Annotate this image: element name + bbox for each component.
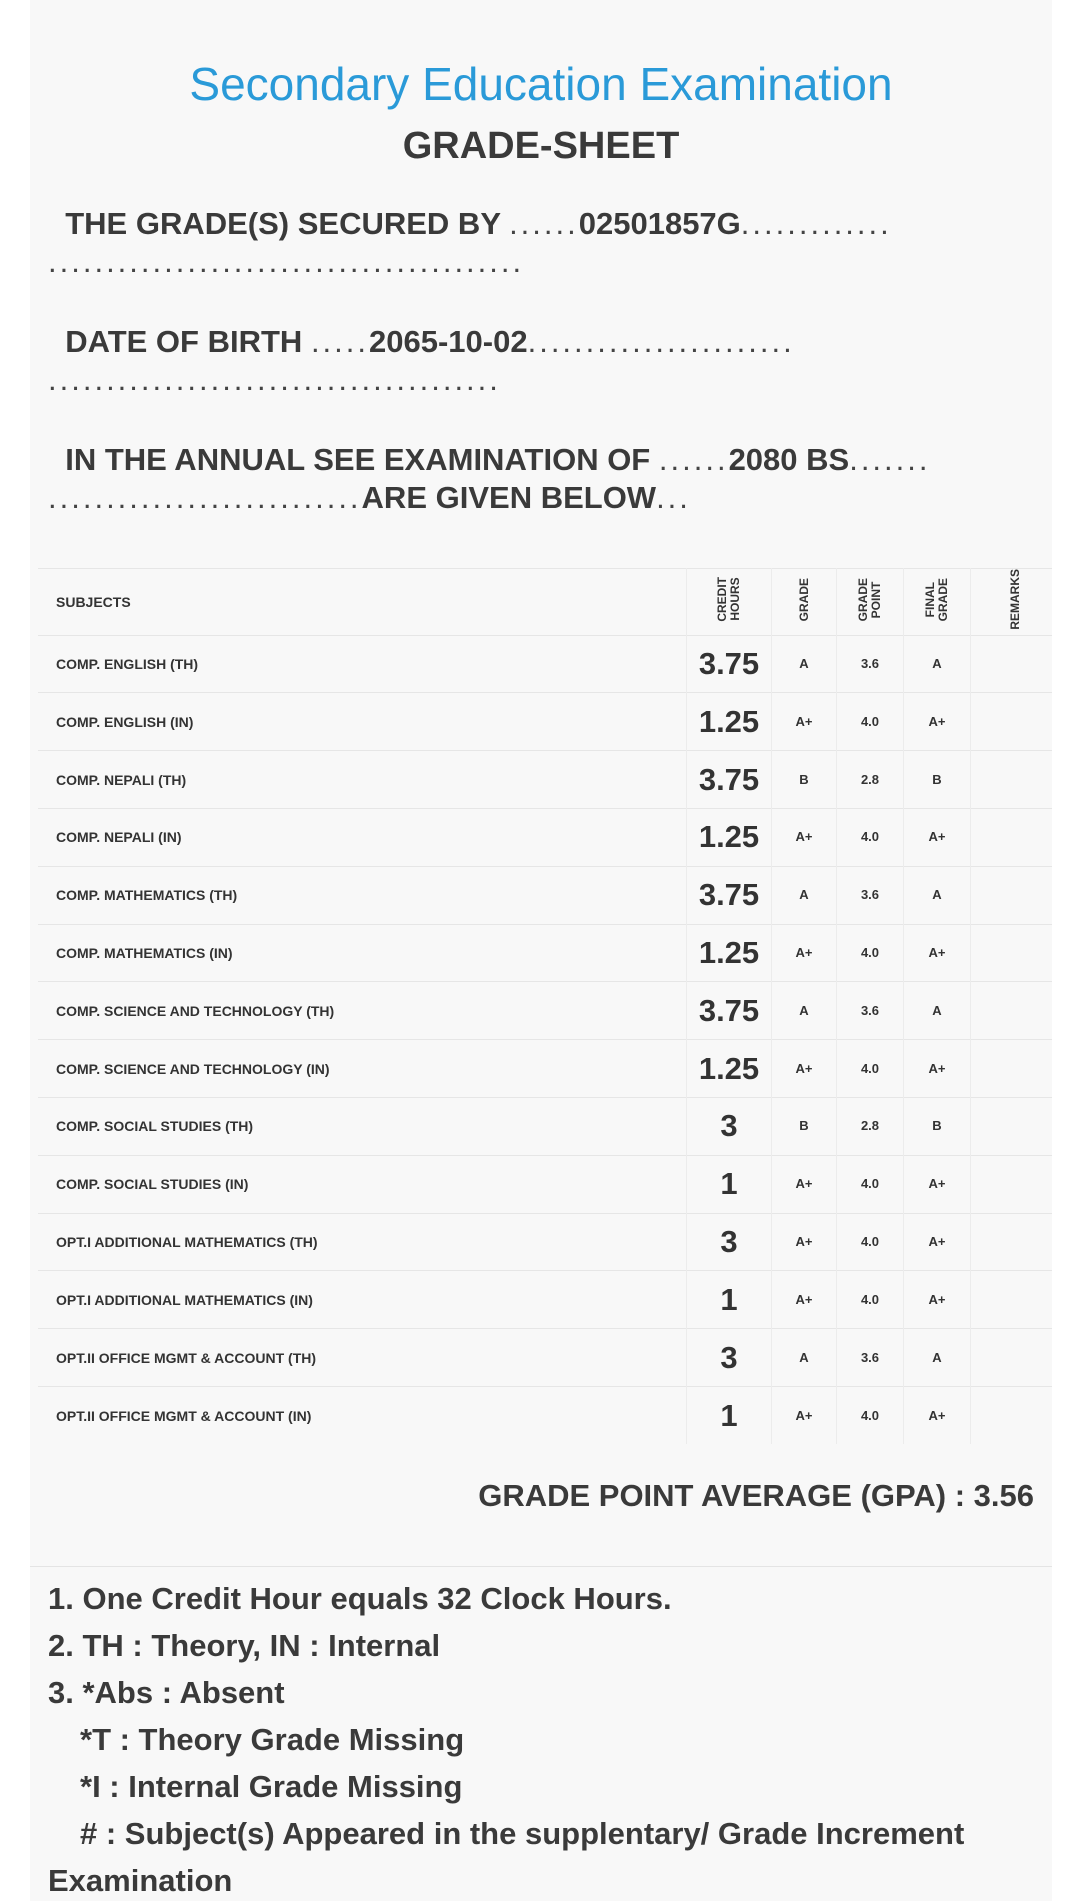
grade-cell: A [799, 887, 809, 903]
subject-cell: COMP. ENGLISH (IN) [56, 713, 194, 730]
grade-point-cell: 4.0 [860, 1060, 880, 1076]
exam-line: IN THE ANNUAL SEE EXAMINATION OF ......2080 BS....... ...........................ARE GIVEN BELOW... [48, 442, 931, 515]
grades-table [38, 568, 1060, 1444]
grade-point-cell: 4.0 [860, 1291, 880, 1307]
grade-cell: A+ [795, 1407, 813, 1423]
header-final-grade: FINAL GRADE [923, 577, 950, 621]
header-credit-hours: CREDIT HOURS [715, 577, 742, 622]
subject-cell: OPT.II OFFICE MGMT & ACCOUNT (TH) [56, 1349, 317, 1366]
grade-cell: A+ [795, 713, 813, 729]
table-row [38, 866, 1060, 924]
date-of-birth: 2065-10-02 [369, 324, 528, 359]
subject-cell: OPT.I ADDITIONAL MATHEMATICS (IN) [56, 1291, 313, 1308]
notes [48, 1575, 1048, 1904]
grade-cell: A+ [795, 1291, 813, 1307]
table-row [38, 924, 1060, 982]
grade-point-cell: 3.6 [860, 887, 880, 903]
final-grade-cell: A+ [928, 1176, 946, 1192]
subject-cell: COMP. SCIENCE AND TECHNOLOGY (TH) [56, 1002, 335, 1019]
grade-cell: B [799, 1118, 809, 1134]
gpa-line [478, 1478, 1034, 1514]
table-row [38, 809, 1060, 867]
table-row [38, 1155, 1060, 1213]
table-row [38, 1213, 1060, 1271]
credit-hours-cell: 1.25 [698, 935, 760, 971]
final-grade-cell: A [932, 887, 942, 903]
subject-cell: OPT.II OFFICE MGMT & ACCOUNT (IN) [56, 1407, 312, 1424]
credit-hours-cell: 3 [720, 1108, 738, 1144]
subject-cell: COMP. SOCIAL STUDIES (TH) [56, 1118, 254, 1135]
grade-point-cell: 4.0 [860, 1176, 880, 1192]
note-item: *T : Theory Grade Missing [80, 1722, 465, 1757]
given-below: ARE GIVEN BELOW [361, 480, 657, 515]
credit-hours-cell: 3.75 [698, 992, 760, 1028]
grade-point-cell: 4.0 [860, 945, 880, 961]
grade-point-cell: 4.0 [860, 1407, 880, 1423]
final-grade-cell: A [932, 656, 942, 672]
final-grade-cell: A [932, 1002, 942, 1018]
subject-cell: OPT.I ADDITIONAL MATHEMATICS (TH) [56, 1234, 318, 1251]
grade-rows [38, 635, 1060, 1444]
header-grade-point: GRADE POINT [856, 577, 883, 621]
subject-cell: COMP. MATHEMATICS (IN) [56, 945, 233, 962]
grade-point-cell: 3.6 [860, 1002, 880, 1018]
secured-by-line: THE GRADE(S) SECURED BY ......02501857G............. ......................................... [48, 206, 892, 279]
grade-point-cell: 3.6 [860, 1349, 880, 1365]
credit-hours-cell: 1 [720, 1281, 738, 1317]
note-item: 1. One Credit Hour equals 32 Clock Hours. [48, 1581, 672, 1616]
grade-cell: A+ [795, 945, 813, 961]
note-item: 2. TH : Theory, IN : Internal [48, 1628, 441, 1663]
final-grade-cell: A [932, 1349, 942, 1365]
grade-point-cell: 4.0 [860, 713, 880, 729]
table-row [38, 1098, 1060, 1156]
table-row [38, 1040, 1060, 1098]
note-item: Examination [48, 1863, 233, 1898]
table-row [38, 693, 1060, 751]
secured-by-label: THE GRADE(S) SECURED BY [65, 206, 501, 241]
gpa-value: 3.56 [973, 1478, 1034, 1513]
subject-cell: COMP. ENGLISH (TH) [56, 656, 199, 673]
subject-cell: COMP. MATHEMATICS (TH) [56, 887, 238, 904]
exam-year: 2080 BS [728, 442, 850, 477]
dob-line: DATE OF BIRTH .....2065-10-02....................... ....................................... [48, 324, 795, 397]
note-item: *I : Internal Grade Missing [80, 1769, 463, 1804]
table-header-row [38, 569, 1060, 636]
final-grade-cell: A+ [928, 713, 946, 729]
table-row [38, 751, 1060, 809]
final-grade-cell: A+ [928, 1060, 946, 1076]
subject-cell: COMP. SCIENCE AND TECHNOLOGY (IN) [56, 1060, 330, 1077]
final-grade-cell: A+ [928, 1407, 946, 1423]
credit-hours-cell: 1.25 [698, 1050, 760, 1086]
credit-hours-cell: 1.25 [698, 703, 760, 739]
page-margin [1052, 0, 1081, 1901]
symbol-number: 02501857G [578, 206, 741, 241]
subject-cell: COMP. NEPALI (IN) [56, 829, 182, 846]
grade-sheet [30, 0, 1052, 1901]
credit-hours-cell: 1.25 [698, 819, 760, 855]
grade-cell: A [799, 656, 809, 672]
header-remarks: REMARKS [1007, 569, 1022, 630]
grade-cell: A [799, 1349, 809, 1365]
credit-hours-cell: 3 [720, 1224, 738, 1260]
table-row [38, 1387, 1060, 1445]
grade-point-cell: 3.6 [860, 656, 880, 672]
exam-title: Secondary Education Examination [189, 58, 893, 110]
grade-point-cell: 4.0 [860, 829, 880, 845]
header-subjects: SUBJECTS [38, 569, 687, 636]
note-item: # : Subject(s) Appeared in the supplentary/ Grade Increment [80, 1816, 965, 1851]
credit-hours-cell: 3 [720, 1339, 738, 1375]
subject-cell: COMP. SOCIAL STUDIES (IN) [56, 1176, 249, 1193]
grade-cell: A+ [795, 1234, 813, 1250]
table-row [38, 1329, 1060, 1387]
grade-cell: A+ [795, 1060, 813, 1076]
grade-cell: A+ [795, 1176, 813, 1192]
sheet-subtitle: GRADE-SHEET [402, 125, 680, 167]
dob-label: DATE OF BIRTH [65, 324, 303, 359]
credit-hours-cell: 1 [720, 1397, 738, 1433]
header-grade: GRADE [796, 577, 811, 621]
credit-hours-cell: 3.75 [698, 877, 760, 913]
final-grade-cell: A+ [928, 1234, 946, 1250]
table-row [38, 1271, 1060, 1329]
note-item: 3. *Abs : Absent [48, 1675, 285, 1710]
grade-point-cell: 2.8 [860, 771, 880, 787]
subject-cell: COMP. NEPALI (TH) [56, 771, 187, 788]
exam-label: IN THE ANNUAL SEE EXAMINATION OF [65, 442, 651, 477]
final-grade-cell: B [932, 771, 942, 787]
table-row [38, 982, 1060, 1040]
grade-cell: A [799, 1002, 809, 1018]
gpa-label: GRADE POINT AVERAGE (GPA) : [478, 1478, 966, 1513]
final-grade-cell: A+ [928, 1291, 946, 1307]
credit-hours-cell: 3.75 [698, 761, 760, 797]
grade-point-cell: 2.8 [860, 1118, 880, 1134]
credit-hours-cell: 1 [720, 1166, 738, 1202]
grade-cell: B [799, 771, 809, 787]
grade-cell: A+ [795, 829, 813, 845]
divider [30, 1566, 1052, 1567]
final-grade-cell: A+ [928, 945, 946, 961]
credit-hours-cell: 3.75 [698, 646, 760, 682]
final-grade-cell: A+ [928, 829, 946, 845]
grade-point-cell: 4.0 [860, 1234, 880, 1250]
table-row [38, 635, 1060, 693]
final-grade-cell: B [932, 1118, 942, 1134]
